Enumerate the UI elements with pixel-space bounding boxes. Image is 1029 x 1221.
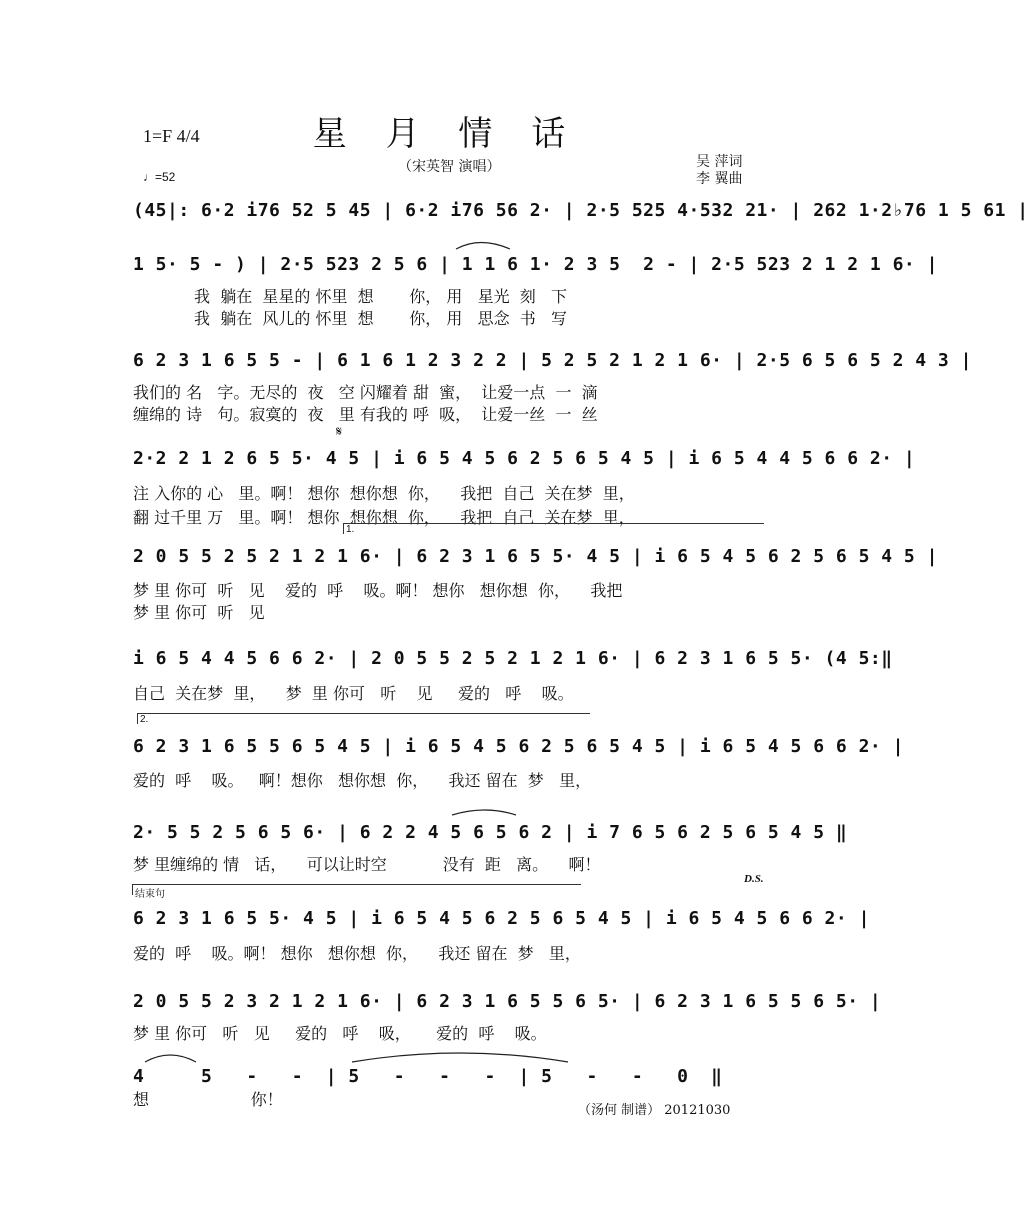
music-row-5: 2 0 5 5 2 5 2 1 2 1 6· | 6 2 3 1 6 5 5· 4 5 | i 6 5 4 5 6 2 5 6 5 4 5 | <box>133 546 938 567</box>
lyric-row-5b: 梦 里 你可 听 见 <box>133 603 265 622</box>
lyricist-credit: 吴 萍词 <box>696 154 743 170</box>
lyric-row-2b: 我 躺在 风儿的 怀里 想 你， 用 思念 书 写 <box>133 309 568 328</box>
music-row-6: i 6 5 4 4 5 6 6 2· | 2 0 5 5 2 5 2 1 2 1 6· | 6 2 3 1 6 5 5· (4 5:‖ <box>133 648 893 669</box>
lyric-row-4a: 注 入你的 心 里。啊！ 想你 想你想 你， 我把 自己 关在梦 里， <box>133 484 635 503</box>
lyric-row-4b: 翻 过千里 万 里。啊！ 想你 想你想 你， 我把 自己 关在梦 里， <box>133 508 635 527</box>
transcriber-credit: （汤何 制谱） 20121030 <box>578 1103 731 1118</box>
music-row-7: 6 2 3 1 6 5 5 6 5 4 5 | i 6 5 4 5 6 2 5 6 5 4 5 | i 6 5 4 5 6 6 2· | <box>133 736 904 757</box>
music-row-1: (45|: 6·2 i76 52 5 45 | 6·2 i76 56 2· | 2·5 525 4·532 21· | 262 1·2♭76 1 5 61 | <box>133 200 1029 221</box>
music-row-11: 4 5 - - | 5 - - - | 5 - - 0 ‖ <box>133 1066 723 1087</box>
lyric-row-3b: 缠绵的 诗 句。寂寞的 夜 里 有我的 呼 吸， 让爱一丝 一 丝 <box>133 405 598 424</box>
music-row-9: 6 2 3 1 6 5 5· 4 5 | i 6 5 4 5 6 2 5 6 5 4 5 | i 6 5 4 5 6 6 2· | <box>133 908 870 929</box>
music-row-10: 2 0 5 5 2 3 2 1 2 1 6· | 6 2 3 1 6 5 5 6 5· | 6 2 3 1 6 5 5 6 5· | <box>133 991 882 1012</box>
lyric-row-9: 爱的 呼 吸。啊！ 想你 想你想 你， 我还 留在 梦 里， <box>133 944 581 963</box>
lyric-row-7: 爱的 呼 吸。 啊！想你 想你想 你， 我还 留在 梦 里， <box>133 771 592 790</box>
slur <box>456 243 510 250</box>
lyric-row-6: 自己 关在梦 里， 梦 里 你可 听 见 爱的 呼 吸。 <box>133 684 574 703</box>
volta-2: 2. <box>137 713 590 724</box>
singer-credit: （宋英智 演唱） <box>398 159 501 175</box>
music-row-3: 6 2 3 1 6 5 5 - | 6 1 6 1 2 3 2 2 | 5 2 5 2 1 2 1 6· | 2·5 6 5 6 5 2 4 3 | <box>133 350 972 371</box>
ds-marking: D.S. <box>744 873 764 885</box>
tempo-marking: ♩=52 <box>143 170 176 184</box>
lyric-row-11: 想 你！ <box>133 1090 283 1109</box>
slur <box>352 1053 568 1062</box>
song-title: 星 月 情 话 <box>312 114 580 154</box>
music-row-4: 2·2 2 1 2 6 5 5· 4 5 | i 6 5 4 5 6 2 5 6 5 4 5 | i 6 5 4 4 5 6 6 2· | <box>133 448 916 469</box>
composer-credit: 李 翼曲 <box>696 171 743 187</box>
segno-sign: 𝄋 <box>336 424 343 440</box>
music-row-2: 1 5· 5 - ) | 2·5 523 2 5 6 | 1 1 6 1· 2 3 5 2 - | 2·5 523 2 1 2 1 6· | <box>133 254 938 275</box>
lyric-row-8: 梦 里缠绵的 情 话， 可以让时空 没有 距 离。 啊！ <box>133 855 601 874</box>
key-signature: 1=F 4/4 <box>143 126 200 146</box>
volta-1: 1. <box>343 523 764 534</box>
slur <box>452 810 516 815</box>
lyric-row-5a: 梦 里 你可 听 见 爱的 呼 吸。啊！ 想你 想你想 你， 我把 <box>133 581 623 600</box>
lyric-row-2a: 我 躺在 星星的 怀里 想 你， 用 星光 刻 下 <box>133 287 568 306</box>
lyric-row-10: 梦 里 你可 听 见 爱的 呼 吸， 爱的 呼 吸。 <box>133 1024 547 1043</box>
ending-bracket: 结束句 <box>132 884 581 895</box>
lyric-row-3a: 我们的 名 字。无尽的 夜 空 闪耀着 甜 蜜， 让爱一点 一 滴 <box>133 383 598 402</box>
music-row-8: 2· 5 5 2 5 6 5 6· | 6 2 2 4 5 6 5 6 2 | i 7 6 5 6 2 5 6 5 4 5 ‖ <box>133 822 848 843</box>
slur <box>145 1055 196 1062</box>
